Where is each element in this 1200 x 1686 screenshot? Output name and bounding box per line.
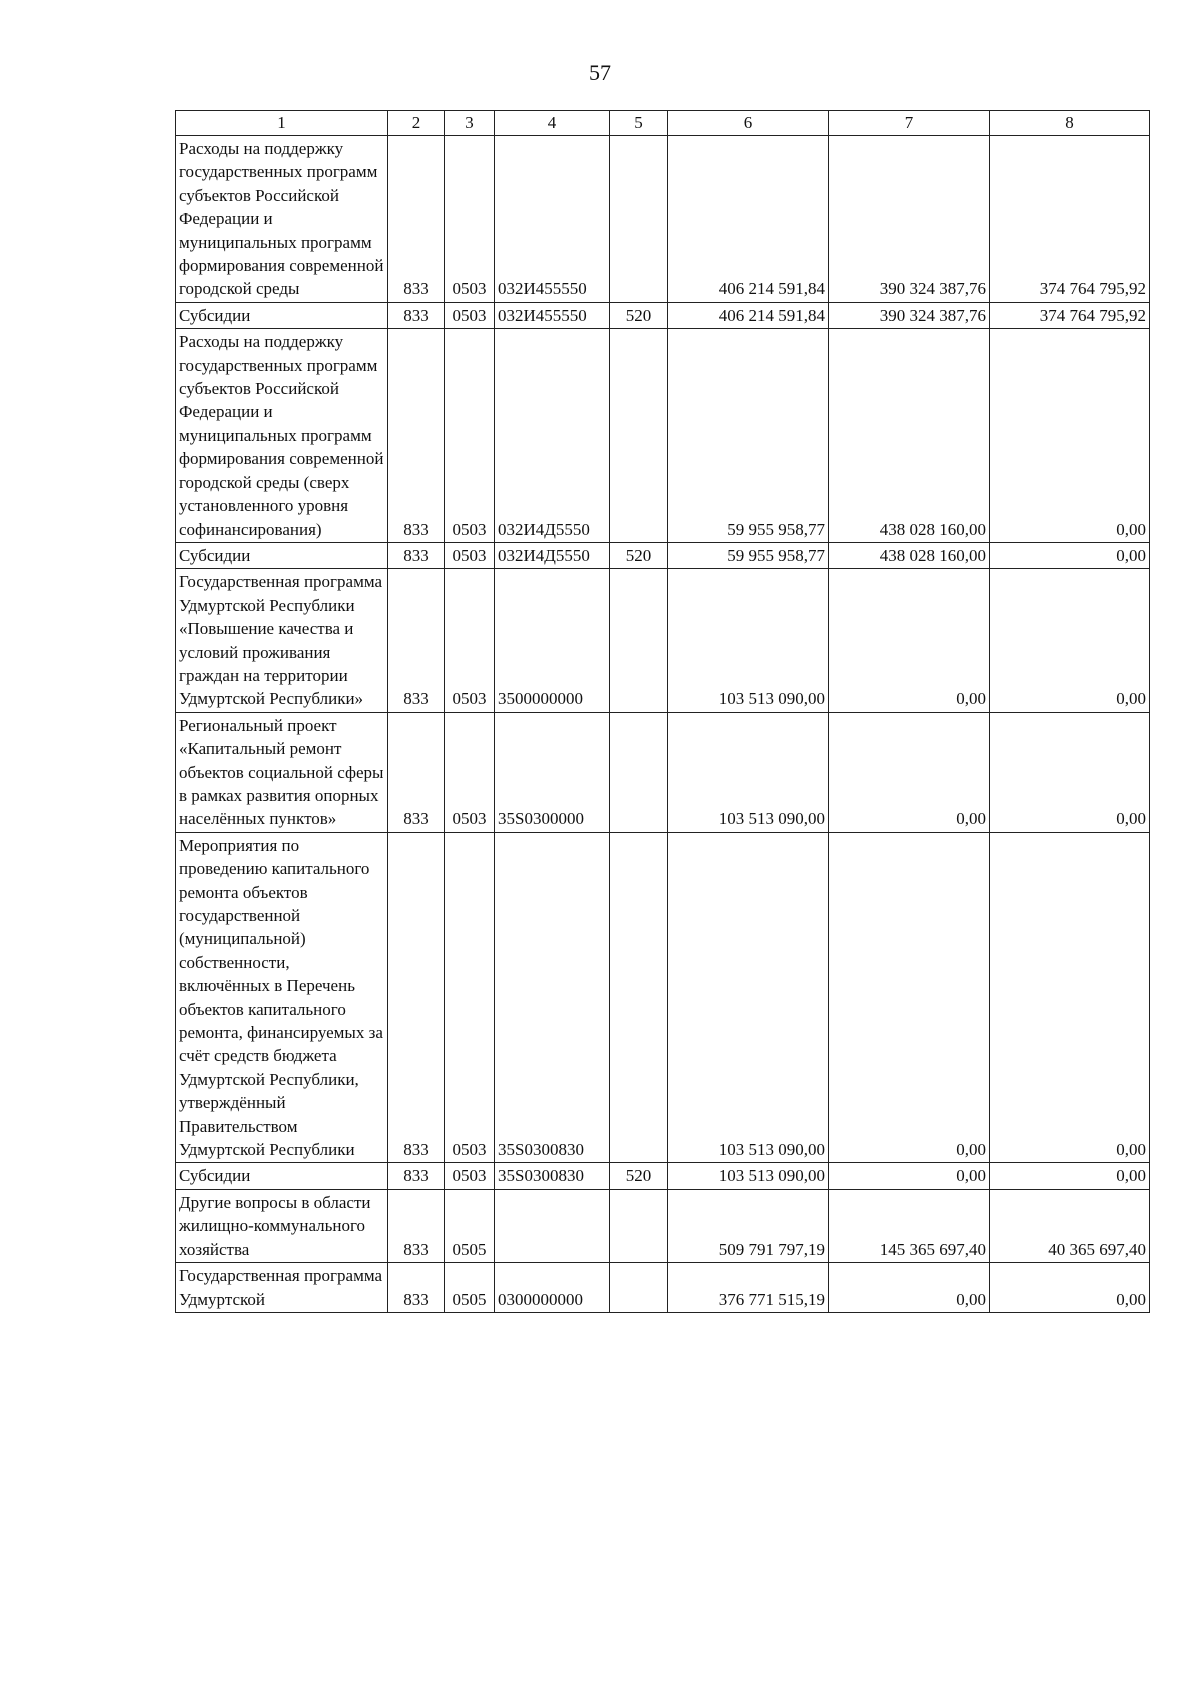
row-target-code: 032И455550 bbox=[495, 136, 610, 303]
row-expense-type bbox=[610, 569, 668, 712]
row-amount-year-1: 59 955 958,77 bbox=[668, 542, 829, 568]
table-row bbox=[176, 1163, 1150, 1189]
row-grbs-code: 833 bbox=[388, 1189, 445, 1262]
row-amount-year-3: 0,00 bbox=[990, 329, 1150, 543]
row-grbs-code: 833 bbox=[388, 302, 445, 328]
row-name: Расходы на поддержку государственных программ субъектов Российской Федерации и муниципальных программ формирования современной городской среды bbox=[176, 136, 388, 303]
row-name: Мероприятия по проведению капитального ремонта объектов государственной (муниципальной) собственности, включённых в Перечень объектов капитального ремонта, финансируемых за счёт средств бюджета Удмуртской Республики, утверждённый Правительством Удмуртской Республики bbox=[176, 832, 388, 1163]
column-number: 8 bbox=[990, 111, 1150, 136]
row-grbs-code: 833 bbox=[388, 569, 445, 712]
row-amount-year-3: 0,00 bbox=[990, 542, 1150, 568]
row-grbs-code: 833 bbox=[388, 832, 445, 1163]
table-body bbox=[176, 136, 1150, 1313]
row-amount-year-3: 0,00 bbox=[990, 1163, 1150, 1189]
row-name: Расходы на поддержку государственных программ субъектов Российской Федерации и муниципальных программ формирования современной городской среды (сверх установленного уровня софинансирования) bbox=[176, 329, 388, 543]
row-expense-type bbox=[610, 1189, 668, 1262]
table-row bbox=[176, 329, 1150, 543]
row-expense-type: 520 bbox=[610, 302, 668, 328]
column-number: 6 bbox=[668, 111, 829, 136]
row-amount-year-1: 406 214 591,84 bbox=[668, 136, 829, 303]
row-target-code: 35S0300000 bbox=[495, 712, 610, 832]
row-name: Государственная программа Удмуртской Республики «Повышение качества и условий проживания граждан на территории Удмуртской Республики» bbox=[176, 569, 388, 712]
row-target-code: 35S0300830 bbox=[495, 1163, 610, 1189]
table-row bbox=[176, 1189, 1150, 1262]
table-header bbox=[176, 111, 1150, 136]
row-grbs-code: 833 bbox=[388, 1163, 445, 1189]
row-expense-type bbox=[610, 832, 668, 1163]
row-target-code: 032И4Д5550 bbox=[495, 542, 610, 568]
row-section-code: 0503 bbox=[445, 832, 495, 1163]
row-section-code: 0503 bbox=[445, 712, 495, 832]
row-amount-year-3: 0,00 bbox=[990, 832, 1150, 1163]
table-row bbox=[176, 542, 1150, 568]
row-target-code: 032И4Д5550 bbox=[495, 329, 610, 543]
row-amount-year-2: 390 324 387,76 bbox=[829, 136, 990, 303]
row-section-code: 0503 bbox=[445, 542, 495, 568]
row-expense-type bbox=[610, 1263, 668, 1313]
table-row bbox=[176, 1263, 1150, 1313]
row-amount-year-2: 0,00 bbox=[829, 569, 990, 712]
row-target-code: 0300000000 bbox=[495, 1263, 610, 1313]
row-amount-year-1: 376 771 515,19 bbox=[668, 1263, 829, 1313]
page-number: 57 bbox=[589, 60, 611, 85]
row-target-code: 3500000000 bbox=[495, 569, 610, 712]
column-number: 5 bbox=[610, 111, 668, 136]
row-amount-year-2: 438 028 160,00 bbox=[829, 329, 990, 543]
row-amount-year-1: 103 513 090,00 bbox=[668, 832, 829, 1163]
row-grbs-code: 833 bbox=[388, 712, 445, 832]
row-name: Субсидии bbox=[176, 1163, 388, 1189]
table-row bbox=[176, 136, 1150, 303]
row-target-code: 032И455550 bbox=[495, 302, 610, 328]
row-expense-type bbox=[610, 712, 668, 832]
table-row bbox=[176, 569, 1150, 712]
row-amount-year-1: 103 513 090,00 bbox=[668, 712, 829, 832]
row-amount-year-1: 103 513 090,00 bbox=[668, 569, 829, 712]
row-target-code bbox=[495, 1189, 610, 1262]
row-amount-year-2: 438 028 160,00 bbox=[829, 542, 990, 568]
row-grbs-code: 833 bbox=[388, 542, 445, 568]
row-amount-year-1: 59 955 958,77 bbox=[668, 329, 829, 543]
row-expense-type bbox=[610, 329, 668, 543]
table-row bbox=[176, 712, 1150, 832]
column-number: 4 bbox=[495, 111, 610, 136]
row-amount-year-2: 0,00 bbox=[829, 1163, 990, 1189]
row-amount-year-3: 374 764 795,92 bbox=[990, 302, 1150, 328]
row-grbs-code: 833 bbox=[388, 136, 445, 303]
table-row bbox=[176, 302, 1150, 328]
row-grbs-code: 833 bbox=[388, 1263, 445, 1313]
column-number-row bbox=[176, 111, 1150, 136]
row-amount-year-3: 0,00 bbox=[990, 569, 1150, 712]
row-amount-year-3: 374 764 795,92 bbox=[990, 136, 1150, 303]
row-name: Региональный проект «Капитальный ремонт объектов социальной сферы в рамках развития опорных населённых пунктов» bbox=[176, 712, 388, 832]
row-amount-year-3: 40 365 697,40 bbox=[990, 1189, 1150, 1262]
row-section-code: 0503 bbox=[445, 302, 495, 328]
row-name: Субсидии bbox=[176, 542, 388, 568]
row-amount-year-2: 0,00 bbox=[829, 832, 990, 1163]
row-expense-type: 520 bbox=[610, 542, 668, 568]
column-number: 2 bbox=[388, 111, 445, 136]
row-section-code: 0503 bbox=[445, 329, 495, 543]
row-section-code: 0505 bbox=[445, 1263, 495, 1313]
column-number: 1 bbox=[176, 111, 388, 136]
row-name: Другие вопросы в области жилищно-коммунального хозяйства bbox=[176, 1189, 388, 1262]
row-name: Субсидии bbox=[176, 302, 388, 328]
row-amount-year-2: 145 365 697,40 bbox=[829, 1189, 990, 1262]
row-amount-year-2: 0,00 bbox=[829, 1263, 990, 1313]
row-section-code: 0505 bbox=[445, 1189, 495, 1262]
row-section-code: 0503 bbox=[445, 1163, 495, 1189]
row-name: Государственная программа Удмуртской bbox=[176, 1263, 388, 1313]
row-grbs-code: 833 bbox=[388, 329, 445, 543]
row-amount-year-1: 509 791 797,19 bbox=[668, 1189, 829, 1262]
row-amount-year-2: 390 324 387,76 bbox=[829, 302, 990, 328]
row-amount-year-1: 406 214 591,84 bbox=[668, 302, 829, 328]
row-amount-year-2: 0,00 bbox=[829, 712, 990, 832]
budget-table bbox=[175, 110, 1150, 1313]
column-number: 7 bbox=[829, 111, 990, 136]
row-amount-year-3: 0,00 bbox=[990, 712, 1150, 832]
column-number: 3 bbox=[445, 111, 495, 136]
row-amount-year-1: 103 513 090,00 bbox=[668, 1163, 829, 1189]
row-amount-year-3: 0,00 bbox=[990, 1263, 1150, 1313]
row-section-code: 0503 bbox=[445, 569, 495, 712]
row-expense-type: 520 bbox=[610, 1163, 668, 1189]
row-section-code: 0503 bbox=[445, 136, 495, 303]
table-row bbox=[176, 832, 1150, 1163]
row-target-code: 35S0300830 bbox=[495, 832, 610, 1163]
row-expense-type bbox=[610, 136, 668, 303]
